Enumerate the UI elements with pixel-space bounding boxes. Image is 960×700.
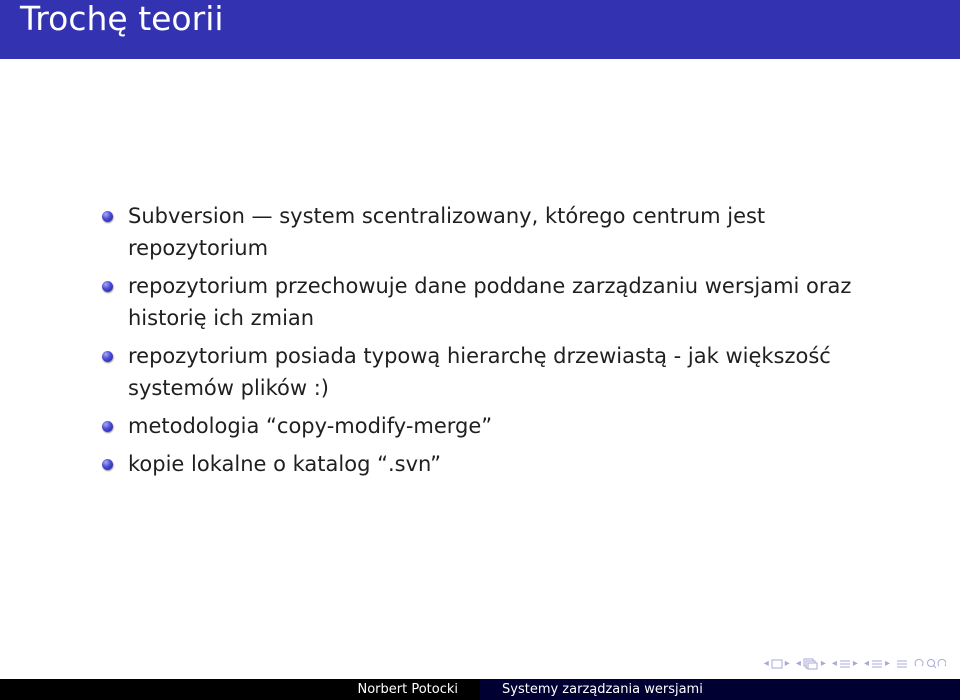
left-arrow-icon[interactable]: ◂ xyxy=(795,658,801,669)
list-item xyxy=(100,340,900,404)
slide-content xyxy=(100,200,900,486)
nav-search-group xyxy=(914,658,946,670)
list-item-text: repozytorium przechowuje dane poddane zarządzaniu wersjami oraz historię ich zmian xyxy=(128,274,852,330)
list-item-text: kopie lokalne o katalog “.svn” xyxy=(128,452,442,476)
nav-subsection-lines-group xyxy=(864,658,890,670)
list-item xyxy=(100,270,900,334)
title-bar xyxy=(0,0,960,59)
list-item-text: repozytorium posiada typową hierarchę drzewiastą - jak większość systemów plików :) xyxy=(128,344,831,400)
footer-talk-title: Systemy zarządzania wersjami xyxy=(502,682,703,697)
list-item-text: metodologia “copy-modify-merge” xyxy=(128,414,493,438)
bullet-icon xyxy=(102,459,113,470)
right-arrow-icon[interactable]: ▸ xyxy=(784,658,790,669)
left-arrow-icon[interactable]: ◂ xyxy=(863,658,869,669)
bullet-icon xyxy=(102,211,113,222)
footer-author: Norbert Potocki xyxy=(357,682,458,697)
nav-frame-group xyxy=(764,658,790,670)
search-icon[interactable] xyxy=(914,658,946,670)
list-item xyxy=(100,448,900,480)
footer xyxy=(0,679,960,700)
bullet-icon xyxy=(102,281,113,292)
footer-title-panel xyxy=(480,679,960,700)
right-arrow-icon[interactable]: ▸ xyxy=(852,658,858,669)
subsection-lines-icon[interactable] xyxy=(871,658,883,670)
list-item xyxy=(100,200,900,264)
nav-align-group xyxy=(896,658,908,670)
subsection-icon[interactable] xyxy=(803,658,819,670)
left-arrow-icon[interactable]: ◂ xyxy=(831,658,837,669)
nav-section-group xyxy=(832,658,858,670)
bullet-icon xyxy=(102,421,113,432)
list-item-text: Subversion — system scentralizowany, którego centrum jest repozytorium xyxy=(128,204,766,260)
left-arrow-icon[interactable]: ◂ xyxy=(763,658,769,669)
section-icon[interactable] xyxy=(839,658,851,670)
slide-title: Trochę teorii xyxy=(20,0,224,38)
right-arrow-icon[interactable]: ▸ xyxy=(820,658,826,669)
list-item xyxy=(100,410,900,442)
footer-author-panel xyxy=(0,679,480,700)
right-arrow-icon[interactable]: ▸ xyxy=(884,658,890,669)
nav-subsection-group xyxy=(796,658,826,670)
frame-icon[interactable] xyxy=(771,659,783,669)
navigation-bar xyxy=(764,656,946,672)
bullet-icon xyxy=(102,351,113,362)
align-icon[interactable] xyxy=(896,658,908,670)
